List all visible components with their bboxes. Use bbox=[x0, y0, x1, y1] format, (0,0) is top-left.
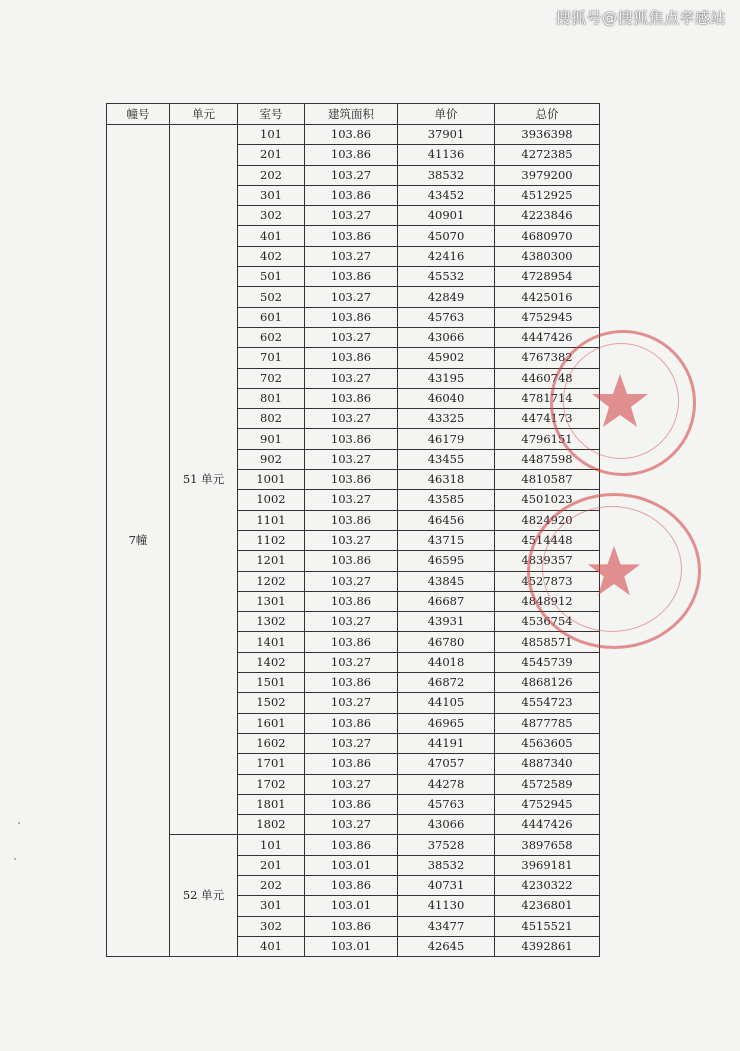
room-cell: 701 bbox=[238, 348, 305, 368]
room-cell: 202 bbox=[238, 875, 305, 895]
room-cell: 1401 bbox=[238, 632, 305, 652]
area-cell: 103.27 bbox=[305, 206, 398, 226]
total-price-cell: 4236801 bbox=[495, 896, 600, 916]
unit-price-cell: 45070 bbox=[398, 226, 495, 246]
unit-price-cell: 43066 bbox=[398, 815, 495, 835]
area-cell: 103.27 bbox=[305, 490, 398, 510]
room-cell: 302 bbox=[238, 206, 305, 226]
room-cell: 802 bbox=[238, 409, 305, 429]
unit-price-cell: 46040 bbox=[398, 388, 495, 408]
room-cell: 101 bbox=[238, 125, 305, 145]
room-cell: 1501 bbox=[238, 673, 305, 693]
area-cell: 103.86 bbox=[305, 591, 398, 611]
room-cell: 201 bbox=[238, 145, 305, 165]
total-price-cell: 4512925 bbox=[495, 185, 600, 205]
area-cell: 103.86 bbox=[305, 388, 398, 408]
header-building: 幢号 bbox=[107, 104, 170, 125]
room-cell: 1601 bbox=[238, 713, 305, 733]
unit-price-cell: 41136 bbox=[398, 145, 495, 165]
table-row bbox=[107, 835, 600, 855]
header-total-price: 总价 bbox=[495, 104, 600, 125]
area-cell: 103.86 bbox=[305, 510, 398, 530]
unit-price-cell: 44278 bbox=[398, 774, 495, 794]
table-body bbox=[107, 125, 600, 957]
room-cell: 1101 bbox=[238, 510, 305, 530]
area-cell: 103.86 bbox=[305, 916, 398, 936]
room-cell: 1301 bbox=[238, 591, 305, 611]
total-price-cell: 3979200 bbox=[495, 165, 600, 185]
area-cell: 103.27 bbox=[305, 530, 398, 550]
total-price-cell: 3936398 bbox=[495, 125, 600, 145]
header-unit-price: 单价 bbox=[398, 104, 495, 125]
room-cell: 1002 bbox=[238, 490, 305, 510]
unit-price-cell: 40731 bbox=[398, 875, 495, 895]
total-price-cell: 4781714 bbox=[495, 388, 600, 408]
building-cell: 7幢 bbox=[107, 125, 170, 957]
total-price-cell: 4810587 bbox=[495, 470, 600, 490]
unit-price-cell: 43715 bbox=[398, 530, 495, 550]
total-price-cell: 4272385 bbox=[495, 145, 600, 165]
total-price-cell: 4501023 bbox=[495, 490, 600, 510]
area-cell: 103.86 bbox=[305, 713, 398, 733]
area-cell: 103.01 bbox=[305, 855, 398, 875]
total-price-cell: 4839357 bbox=[495, 551, 600, 571]
room-cell: 302 bbox=[238, 916, 305, 936]
total-price-cell: 4392861 bbox=[495, 936, 600, 956]
unit-price-cell: 40901 bbox=[398, 206, 495, 226]
total-price-cell: 4514448 bbox=[495, 530, 600, 550]
total-price-cell: 4536754 bbox=[495, 612, 600, 632]
room-cell: 801 bbox=[238, 388, 305, 408]
area-cell: 103.86 bbox=[305, 307, 398, 327]
total-price-cell: 4877785 bbox=[495, 713, 600, 733]
unit-price-cell: 47057 bbox=[398, 754, 495, 774]
area-cell: 103.27 bbox=[305, 165, 398, 185]
header-area: 建筑面积 bbox=[305, 104, 398, 125]
total-price-cell: 4425016 bbox=[495, 287, 600, 307]
room-cell: 901 bbox=[238, 429, 305, 449]
unit-price-cell: 42849 bbox=[398, 287, 495, 307]
total-price-cell: 4572589 bbox=[495, 774, 600, 794]
area-cell: 103.86 bbox=[305, 875, 398, 895]
total-price-cell: 4868126 bbox=[495, 673, 600, 693]
unit-price-cell: 43931 bbox=[398, 612, 495, 632]
room-cell: 501 bbox=[238, 267, 305, 287]
header-room: 室号 bbox=[238, 104, 305, 125]
total-price-cell: 4487598 bbox=[495, 449, 600, 469]
total-price-cell: 4380300 bbox=[495, 246, 600, 266]
area-cell: 103.86 bbox=[305, 835, 398, 855]
room-cell: 1102 bbox=[238, 530, 305, 550]
room-cell: 1701 bbox=[238, 754, 305, 774]
room-cell: 301 bbox=[238, 896, 305, 916]
area-cell: 103.86 bbox=[305, 429, 398, 449]
area-cell: 103.86 bbox=[305, 145, 398, 165]
area-cell: 103.27 bbox=[305, 449, 398, 469]
area-cell: 103.27 bbox=[305, 327, 398, 347]
room-cell: 402 bbox=[238, 246, 305, 266]
total-price-cell: 4527873 bbox=[495, 571, 600, 591]
unit-price-cell: 43066 bbox=[398, 327, 495, 347]
area-cell: 103.86 bbox=[305, 632, 398, 652]
area-cell: 103.27 bbox=[305, 287, 398, 307]
unit-price-cell: 43477 bbox=[398, 916, 495, 936]
area-cell: 103.27 bbox=[305, 612, 398, 632]
unit-price-cell: 46872 bbox=[398, 673, 495, 693]
unit-price-cell: 43452 bbox=[398, 185, 495, 205]
room-cell: 902 bbox=[238, 449, 305, 469]
header-row bbox=[107, 104, 600, 125]
area-cell: 103.86 bbox=[305, 470, 398, 490]
unit-price-cell: 42645 bbox=[398, 936, 495, 956]
total-price-cell: 4447426 bbox=[495, 815, 600, 835]
area-cell: 103.27 bbox=[305, 409, 398, 429]
room-cell: 1302 bbox=[238, 612, 305, 632]
room-cell: 201 bbox=[238, 855, 305, 875]
unit-price-cell: 46595 bbox=[398, 551, 495, 571]
room-cell: 702 bbox=[238, 368, 305, 388]
unit-price-cell: 45763 bbox=[398, 307, 495, 327]
room-cell: 401 bbox=[238, 936, 305, 956]
unit-price-cell: 45763 bbox=[398, 794, 495, 814]
area-cell: 103.27 bbox=[305, 571, 398, 591]
unit-price-cell: 46179 bbox=[398, 429, 495, 449]
area-cell: 103.86 bbox=[305, 551, 398, 571]
room-cell: 602 bbox=[238, 327, 305, 347]
total-price-cell: 4767382 bbox=[495, 348, 600, 368]
room-cell: 1801 bbox=[238, 794, 305, 814]
total-price-cell: 4545739 bbox=[495, 652, 600, 672]
area-cell: 103.27 bbox=[305, 652, 398, 672]
total-price-cell: 4230322 bbox=[495, 875, 600, 895]
total-price-cell: 4554723 bbox=[495, 693, 600, 713]
area-cell: 103.86 bbox=[305, 754, 398, 774]
room-cell: 1202 bbox=[238, 571, 305, 591]
total-price-cell: 4752945 bbox=[495, 794, 600, 814]
unit-price-cell: 46687 bbox=[398, 591, 495, 611]
unit-price-cell: 46456 bbox=[398, 510, 495, 530]
total-price-cell: 4858571 bbox=[495, 632, 600, 652]
total-price-cell: 4474173 bbox=[495, 409, 600, 429]
scan-dot bbox=[14, 858, 16, 860]
room-cell: 401 bbox=[238, 226, 305, 246]
area-cell: 103.27 bbox=[305, 246, 398, 266]
area-cell: 103.86 bbox=[305, 226, 398, 246]
total-price-cell: 4796151 bbox=[495, 429, 600, 449]
table-row bbox=[107, 125, 600, 145]
room-cell: 301 bbox=[238, 185, 305, 205]
area-cell: 103.01 bbox=[305, 896, 398, 916]
room-cell: 502 bbox=[238, 287, 305, 307]
area-cell: 103.86 bbox=[305, 348, 398, 368]
room-cell: 1402 bbox=[238, 652, 305, 672]
price-table bbox=[106, 103, 600, 957]
unit-cell: 51 单元 bbox=[170, 125, 238, 835]
total-price-cell: 4447426 bbox=[495, 327, 600, 347]
unit-price-cell: 43325 bbox=[398, 409, 495, 429]
unit-price-cell: 42416 bbox=[398, 246, 495, 266]
total-price-cell: 4563605 bbox=[495, 733, 600, 753]
unit-price-cell: 44018 bbox=[398, 652, 495, 672]
unit-price-cell: 44105 bbox=[398, 693, 495, 713]
total-price-cell: 4460748 bbox=[495, 368, 600, 388]
area-cell: 103.86 bbox=[305, 185, 398, 205]
area-cell: 103.27 bbox=[305, 774, 398, 794]
unit-cell: 52 单元 bbox=[170, 835, 238, 957]
unit-price-cell: 43845 bbox=[398, 571, 495, 591]
unit-price-cell: 46318 bbox=[398, 470, 495, 490]
unit-price-cell: 43195 bbox=[398, 368, 495, 388]
total-price-cell: 3969181 bbox=[495, 855, 600, 875]
total-price-cell: 4887340 bbox=[495, 754, 600, 774]
total-price-cell: 3897658 bbox=[495, 835, 600, 855]
unit-price-cell: 45902 bbox=[398, 348, 495, 368]
unit-price-cell: 45532 bbox=[398, 267, 495, 287]
area-cell: 103.27 bbox=[305, 693, 398, 713]
total-price-cell: 4728954 bbox=[495, 267, 600, 287]
room-cell: 1502 bbox=[238, 693, 305, 713]
area-cell: 103.27 bbox=[305, 368, 398, 388]
area-cell: 103.86 bbox=[305, 267, 398, 287]
total-price-cell: 4680970 bbox=[495, 226, 600, 246]
unit-price-cell: 44191 bbox=[398, 733, 495, 753]
total-price-cell: 4824920 bbox=[495, 510, 600, 530]
unit-price-cell: 37528 bbox=[398, 835, 495, 855]
header-unit: 单元 bbox=[170, 104, 238, 125]
room-cell: 1201 bbox=[238, 551, 305, 571]
room-cell: 1602 bbox=[238, 733, 305, 753]
total-price-cell: 4515521 bbox=[495, 916, 600, 936]
room-cell: 1802 bbox=[238, 815, 305, 835]
total-price-cell: 4223846 bbox=[495, 206, 600, 226]
area-cell: 103.86 bbox=[305, 125, 398, 145]
unit-price-cell: 46965 bbox=[398, 713, 495, 733]
room-cell: 1001 bbox=[238, 470, 305, 490]
area-cell: 103.86 bbox=[305, 673, 398, 693]
room-cell: 1702 bbox=[238, 774, 305, 794]
area-cell: 103.86 bbox=[305, 794, 398, 814]
unit-price-cell: 41130 bbox=[398, 896, 495, 916]
unit-price-cell: 43585 bbox=[398, 490, 495, 510]
room-cell: 601 bbox=[238, 307, 305, 327]
unit-price-cell: 38532 bbox=[398, 855, 495, 875]
unit-price-cell: 37901 bbox=[398, 125, 495, 145]
area-cell: 103.27 bbox=[305, 733, 398, 753]
scan-dot bbox=[18, 822, 20, 824]
area-cell: 103.27 bbox=[305, 815, 398, 835]
unit-price-cell: 46780 bbox=[398, 632, 495, 652]
total-price-cell: 4848912 bbox=[495, 591, 600, 611]
watermark: 搜狐号@搜狐焦点孝感站 bbox=[555, 9, 726, 27]
area-cell: 103.01 bbox=[305, 936, 398, 956]
unit-price-cell: 43455 bbox=[398, 449, 495, 469]
room-cell: 202 bbox=[238, 165, 305, 185]
total-price-cell: 4752945 bbox=[495, 307, 600, 327]
unit-price-cell: 38532 bbox=[398, 165, 495, 185]
room-cell: 101 bbox=[238, 835, 305, 855]
